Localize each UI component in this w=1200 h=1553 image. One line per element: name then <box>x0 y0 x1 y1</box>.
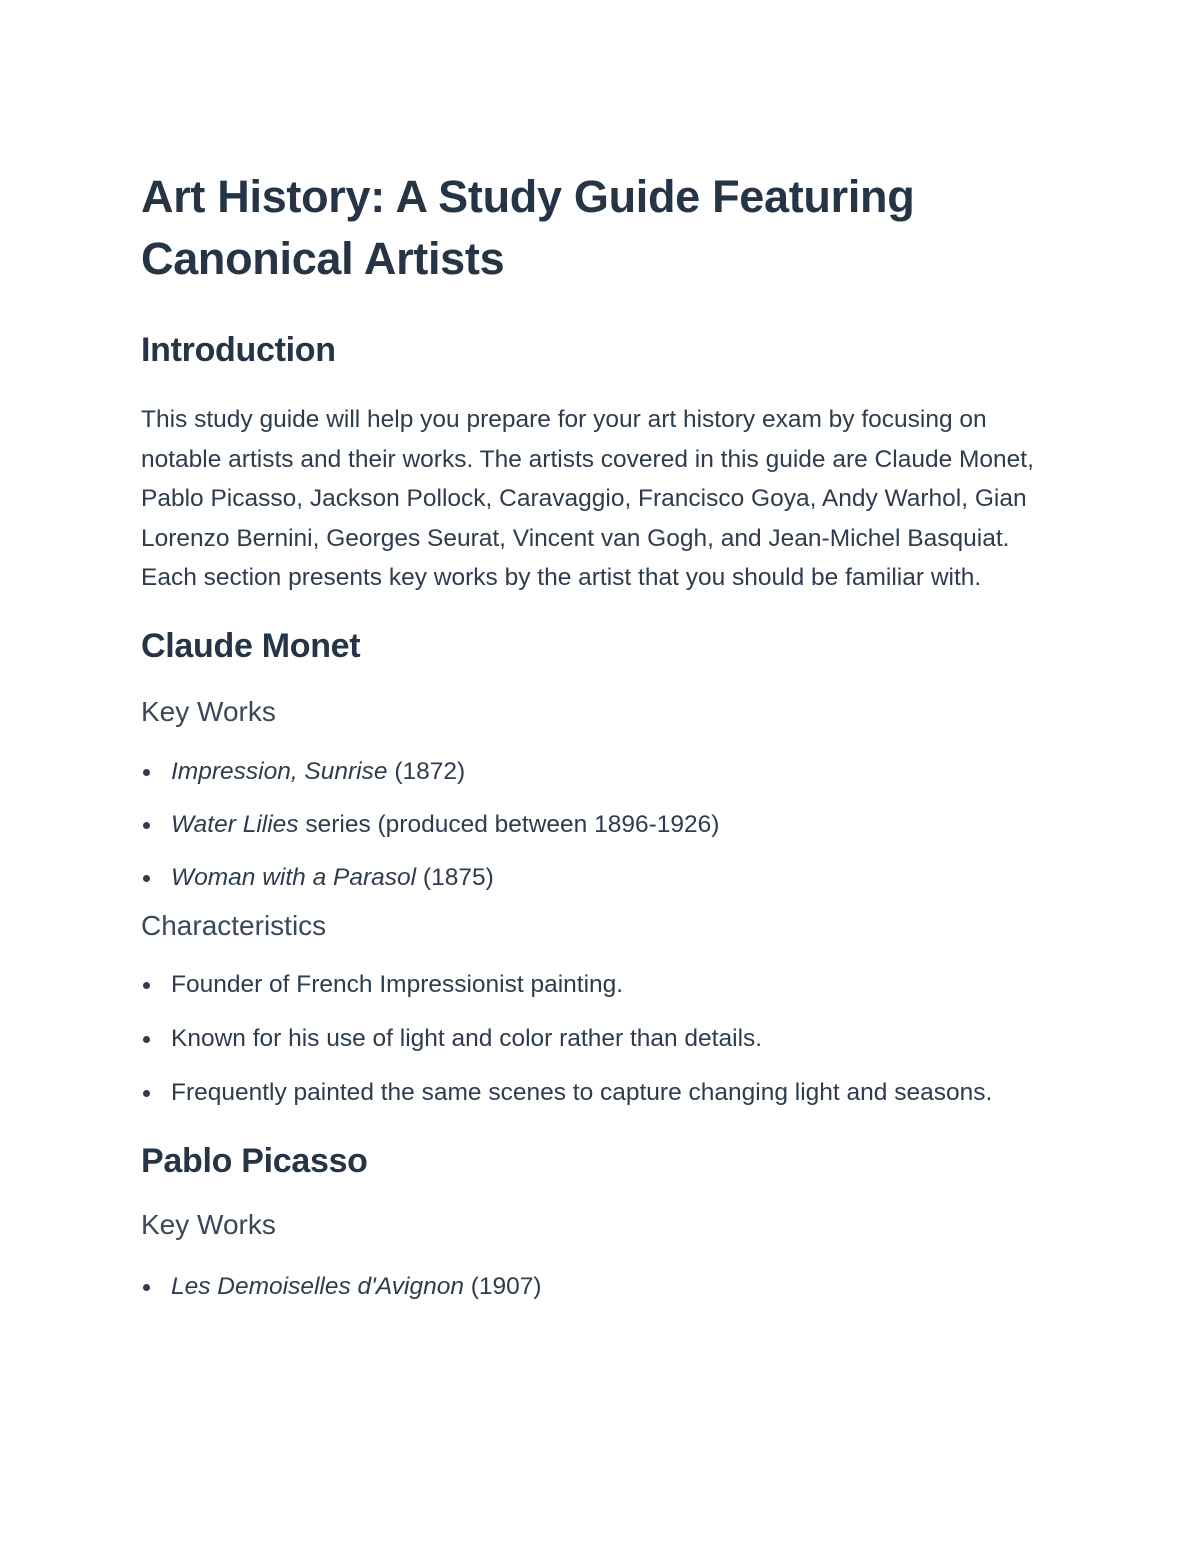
bullet-icon <box>143 982 150 989</box>
section-heading-pablo-picasso: Pablo Picasso <box>141 1141 368 1180</box>
bullet-icon <box>143 769 150 776</box>
document-title: Art History: A Study Guide Featuring Canonical Artists <box>141 171 915 284</box>
list-item <box>141 1267 1071 1307</box>
work-detail: (1907) <box>463 1272 542 1300</box>
characteristics-list <box>141 965 1071 1113</box>
list-item <box>141 965 1071 1005</box>
key-works-list <box>141 752 1071 898</box>
bullet-icon <box>143 875 150 882</box>
list-item <box>141 752 1071 792</box>
work-title: Impression, Sunrise <box>171 757 388 785</box>
key-works-list <box>141 1267 1071 1307</box>
characteristic-text: Frequently painted the same scenes to capture changing light and seasons. <box>171 1078 993 1106</box>
list-item <box>141 805 1071 845</box>
work-title: Woman with a Parasol <box>171 863 417 891</box>
bullet-icon <box>143 1090 150 1097</box>
section-heading-introduction: Introduction <box>141 331 336 369</box>
introduction-text: This study guide will help you prepare for your art history exam by focusing on notable artists and their works. The artists covered in this guide are Claude Monet, Pablo Picasso, Jackson Pollock, Caravaggio, Francisco Goya, Andy Warhol, Gian Lorenzo Bernini, Georges Seurat, Vincent van Gogh, and Jean-Michel Basquiat. Each section presents key works by the artist that you should be familiar with. <box>141 406 1034 591</box>
subheading-characteristics: Characteristics <box>141 909 327 941</box>
list-item <box>141 1073 1071 1113</box>
bullet-icon <box>143 1036 150 1043</box>
characteristic-text: Founder of French Impressionist painting. <box>171 970 624 998</box>
document-page <box>141 166 1071 1307</box>
section-heading-claude-monet: Claude Monet <box>141 626 361 665</box>
work-detail: (1872) <box>387 757 466 785</box>
work-detail: (1875) <box>416 863 494 891</box>
subheading-key-works: Key Works <box>141 695 276 727</box>
work-detail: series (produced between 1896-1926) <box>298 810 720 838</box>
subheading-key-works: Key Works <box>141 1208 276 1240</box>
bullet-icon <box>143 1284 150 1291</box>
bullet-icon <box>143 822 150 829</box>
characteristic-text: Known for his use of light and color rather than details. <box>171 1024 763 1052</box>
work-title: Les Demoiselles d'Avignon <box>171 1272 464 1300</box>
list-item <box>141 1019 1071 1059</box>
list-item <box>141 858 1071 898</box>
work-title: Water Lilies <box>171 810 299 838</box>
